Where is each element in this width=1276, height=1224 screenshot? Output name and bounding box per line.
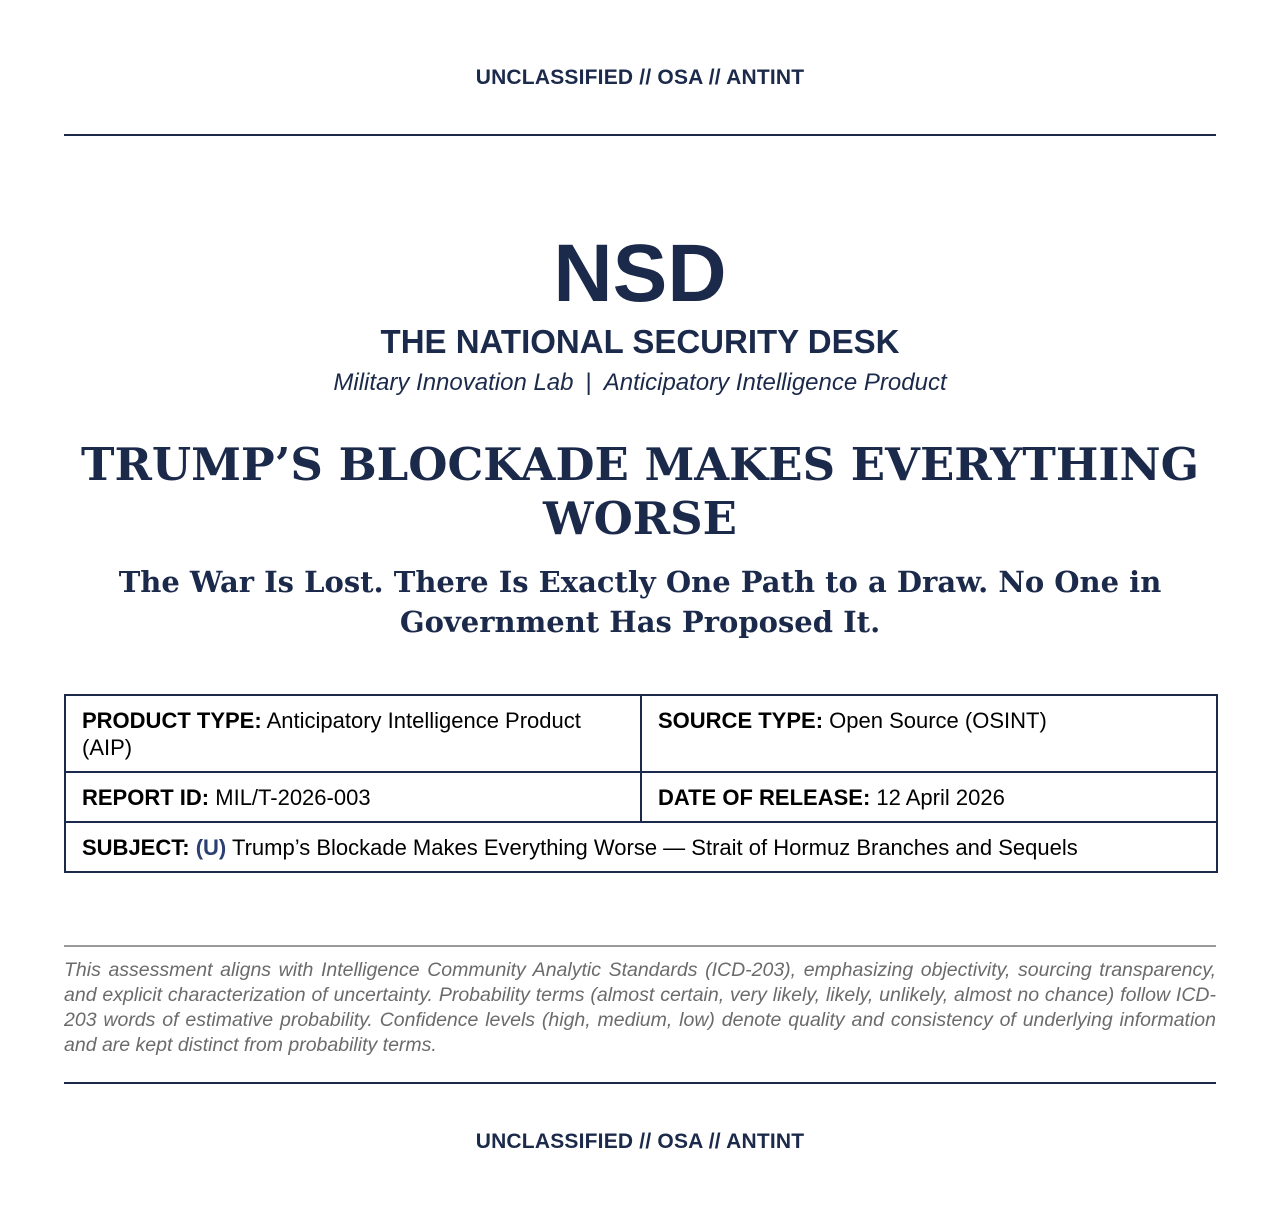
- document-page: [64, 0, 1216, 1224]
- report-metadata-table: [64, 694, 1218, 873]
- report-id-label: REPORT ID:: [82, 785, 210, 810]
- report-headline: TRUMP’S BLOCKADE MAKES EVERYTHING WORSE: [80, 438, 1200, 545]
- footer-divider: [64, 1082, 1216, 1084]
- metadata-row: [65, 695, 1217, 772]
- subject-label: SUBJECT:: [82, 835, 190, 860]
- source-type-cell: [641, 695, 1217, 772]
- report-id-cell: [65, 772, 641, 822]
- product-type-value: Anticipatory Intelligence Product (AIP): [82, 708, 581, 760]
- metadata-row: [65, 822, 1217, 872]
- tagline-product: Anticipatory Intelligence Product: [603, 369, 947, 396]
- tagline-lab: Military Innovation Lab: [333, 369, 574, 396]
- analytic-standards-disclaimer: This assessment aligns with Intelligence Community Analytic Standards (ICD-203), emphasizing objectivity, sourcing transparency, and explicit characterization of uncertainty. Probability terms (almost certain, very likely, likely, unlikely, almost no chance) follow ICD-203 words of estimative probability. Confidence levels (high, medium, low) denote quality and consistency of underlying information and are kept distinct from probability terms.: [64, 959, 1216, 1056]
- classification-banner-top: UNCLASSIFIED // OSA // ANTINT: [475, 66, 805, 89]
- source-type-value: Open Source (OSINT): [829, 708, 1047, 733]
- org-name: THE NATIONAL SECURITY DESK: [380, 323, 900, 360]
- report-subheadline: The War Is Lost. There Is Exactly One Path to a Draw. No One in Government Has Proposed It.: [118, 565, 1162, 639]
- subject-cell: [65, 822, 1217, 872]
- metadata-row: [65, 772, 1217, 822]
- header-divider: [64, 134, 1216, 136]
- subject-value: Trump’s Blockade Makes Everything Worse — Strait of Hormuz Branches and Sequels: [231, 835, 1078, 860]
- tagline-separator: |: [585, 369, 592, 396]
- subject-classification-marking: (U): [195, 835, 227, 860]
- report-id-value: MIL/T-2026-003: [215, 785, 371, 810]
- source-type-label: SOURCE TYPE:: [658, 708, 824, 733]
- tagline: [64, 368, 1216, 398]
- classification-banner-bottom: UNCLASSIFIED // OSA // ANTINT: [475, 1130, 805, 1153]
- release-date-value: 12 April 2026: [876, 785, 1005, 810]
- product-type-cell: [65, 695, 641, 772]
- product-type-label: PRODUCT TYPE:: [82, 708, 262, 733]
- release-date-label: DATE OF RELEASE:: [658, 785, 871, 810]
- release-date-cell: [641, 772, 1217, 822]
- disclaimer-divider: [64, 945, 1216, 947]
- nsd-logo: NSD: [553, 228, 727, 319]
